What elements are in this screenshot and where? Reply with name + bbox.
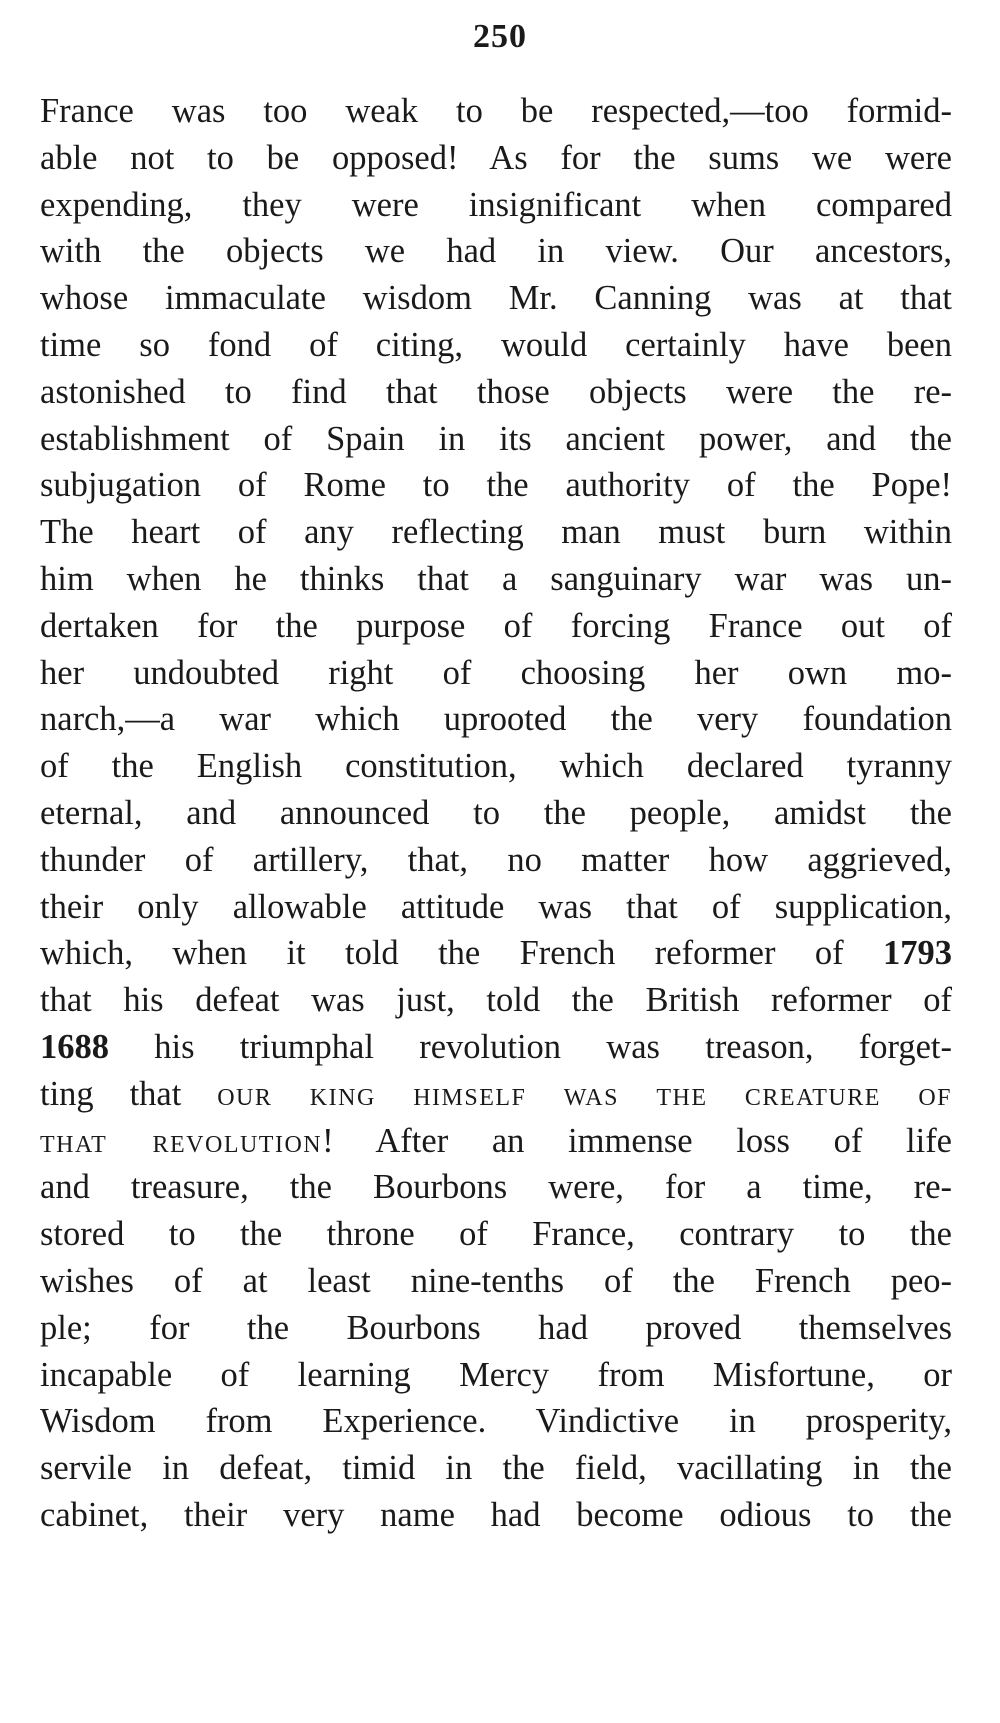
text-line: whose immaculate wisdom Mr. Canning was at that	[40, 279, 952, 318]
text-segment: ! After an immense loss of life	[322, 1121, 952, 1160]
text-line	[40, 1024, 952, 1071]
text-segment: which, when it told the French reformer of	[40, 934, 883, 973]
text-line: stored to the throne of France, contrary to the	[40, 1215, 952, 1254]
text-line: incapable of learning Mercy from Misfortune, or	[40, 1355, 952, 1394]
text-line: The heart of any reflecting man must burn within	[40, 513, 952, 552]
year-number: 1793	[883, 934, 952, 973]
text-line: subjugation of Rome to the authority of the Pope!	[40, 466, 952, 505]
text-line: Wisdom from Experience. Vindictive in prosperity,	[40, 1402, 952, 1441]
text-line: narch,—a war which uprooted the very foundation	[40, 700, 952, 739]
text-line: cabinet, their very name had become odious to the	[40, 1495, 952, 1534]
text-line: and treasure, the Bourbons were, for a time, re-	[40, 1168, 952, 1207]
page-number: 250	[473, 18, 527, 55]
text-line: establishment of Spain in its ancient power, and the	[40, 419, 952, 458]
small-caps-emphasis: that revolution	[40, 1121, 323, 1160]
text-line	[40, 1118, 952, 1165]
text-line: time so fond of citing, would certainly have been	[40, 325, 952, 364]
text-line: France was too weak to be respected,—too formid-	[40, 92, 952, 130]
small-caps-emphasis: our king himself was the creature of	[217, 1074, 952, 1113]
text-line: of the English constitution, which declared tyranny	[40, 747, 952, 786]
text-line: that his defeat was just, told the British reformer of	[40, 981, 952, 1020]
text-segment: his triumphal revolution was treason, forget-	[109, 1027, 952, 1066]
text-line: eternal, and announced to the people, amidst the	[40, 793, 952, 832]
text-line	[40, 930, 952, 977]
text-line: astonished to find that those objects were the re-	[40, 372, 952, 411]
text-line: her undoubted right of choosing her own mo-	[40, 653, 952, 692]
body-text	[40, 88, 952, 1539]
year-number: 1688	[40, 1027, 109, 1066]
text-line: servile in defeat, timid in the field, vacillating in the	[40, 1449, 952, 1488]
text-line: ple; for the Bourbons had proved themselves	[40, 1308, 952, 1347]
text-line: expending, they were insignificant when compared	[40, 185, 952, 224]
text-line: their only allowable attitude was that of supplication,	[40, 887, 952, 926]
text-line: dertaken for the purpose of forcing France out of	[40, 606, 952, 645]
text-line: him when he thinks that a sanguinary war was un-	[40, 559, 952, 598]
text-line: able not to be opposed! As for the sums we were	[40, 138, 952, 177]
text-line	[40, 1071, 952, 1118]
text-line: with the objects we had in view. Our ancestors,	[40, 232, 952, 271]
text-segment: ting that	[40, 1074, 218, 1113]
text-line: thunder of artillery, that, no matter how aggrieved,	[40, 840, 952, 879]
text-line: wishes of at least nine-tenths of the French peo-	[40, 1261, 952, 1300]
